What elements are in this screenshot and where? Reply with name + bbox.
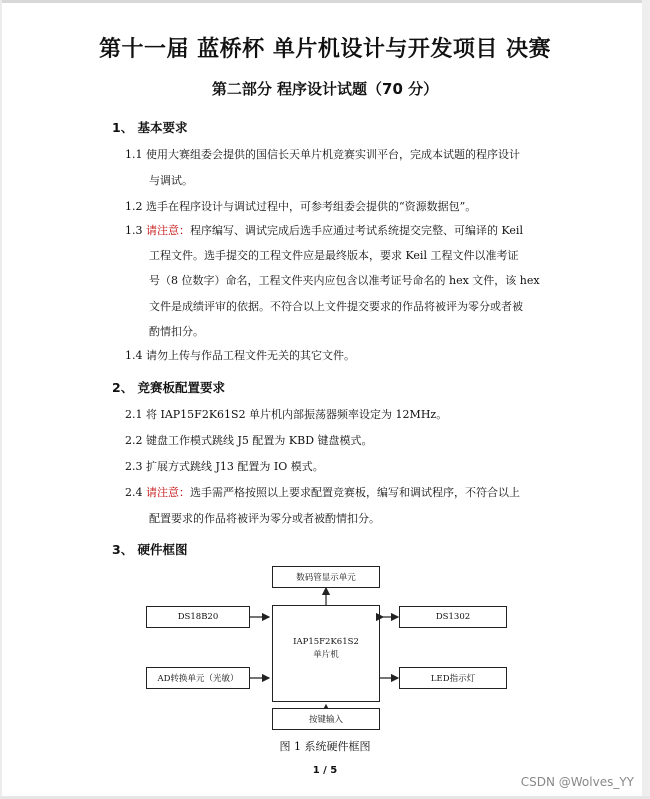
list-item-1-3-line-3: 号（8 位数字）命名，工程文件夹内应包含以准考证号命名的 hex 文件，该 hex: [149, 274, 540, 287]
item-text: 键盘工作模式跳线 J5 配置为 KBD 键盘模式。: [146, 434, 373, 447]
document-subtitle: 第二部分 程序设计试题（70 分）: [211, 80, 439, 98]
item-number: 1.1: [125, 148, 143, 161]
item-text: 扩展方式跳线 J13 配置为 IO 模式。: [146, 460, 324, 473]
item-number: 2.1: [125, 408, 143, 421]
section-heading-basic-requirements: 1、 基本要求: [112, 120, 188, 135]
item-text: 将 IAP15F2K61S2 单片机内部振荡器频率设定为 12MHz。: [146, 408, 448, 421]
list-item-1-3-line-5: 酌情扣分。: [149, 325, 204, 338]
item-number: 1.2: [125, 200, 143, 213]
section-heading-board-config: 2、 竞赛板配置要求: [112, 380, 226, 395]
item-text: 选手在程序设计与调试过程中，可参考组委会提供的“资源数据包”。: [146, 200, 477, 213]
item-text: 程序编写、调试完成后选手应通过考试系统提交完整、可编译的 Keil: [190, 224, 523, 237]
diagram-box-led: LED指示灯: [399, 667, 507, 689]
diagram-box-keys: 按键输入: [272, 708, 380, 730]
diagram-box-adc: AD转换单元（光敏）: [146, 667, 250, 689]
list-item-1-3-line-2: 工程文件。选手提交的工程文件应是最终版本，要求 Keil 工程文件以准考证: [149, 249, 519, 262]
item-number: 1.3: [125, 224, 143, 237]
page-number: 1 / 5: [312, 765, 338, 776]
list-item-1-1-continued: 与调试。: [149, 174, 193, 187]
section-heading-hardware-diagram: 3、 硬件框图: [112, 542, 188, 557]
watermark: CSDN @Wolves_YY: [520, 775, 634, 789]
item-text: 请勿上传与作品工程文件无关的其它文件。: [146, 349, 355, 362]
item-text: 使用大赛组委会提供的国信长天单片机竞赛实训平台，完成本试题的程序设计: [146, 148, 520, 161]
mcu-label: 单片机: [313, 650, 339, 660]
list-item-1-3-line-4: 文件是成绩评审的依据。不符合以上文件提交要求的作品将被评为零分或者被: [149, 300, 523, 313]
item-text: 选手需严格按照以上要求配置竞赛板，编写和调试程序，不符合以上: [190, 486, 520, 499]
diagram-box-ds18b20: DS18B20: [146, 606, 250, 628]
diagram-box-mcu: [272, 605, 380, 702]
item-number: 2.2: [125, 434, 143, 447]
diagram-box-ds1302: DS1302: [399, 606, 507, 628]
document-title: 第十一届 蓝桥杯 单片机设计与开发项目 决赛: [99, 37, 551, 62]
warning-label: 请注意：: [146, 486, 190, 499]
item-number: 2.3: [125, 460, 143, 473]
item-number: 2.4: [125, 486, 143, 499]
warning-label: 请注意：: [146, 224, 190, 237]
item-number: 1.4: [125, 349, 143, 362]
figure-caption: 图 1 系统硬件框图: [279, 740, 371, 753]
diagram-box-display: 数码管显示单元: [272, 566, 380, 588]
list-item-2-4-continued: 配置要求的作品将被评为零分或者被酌情扣分。: [149, 512, 380, 525]
mcu-model: IAP15F2K61S2: [293, 637, 359, 647]
